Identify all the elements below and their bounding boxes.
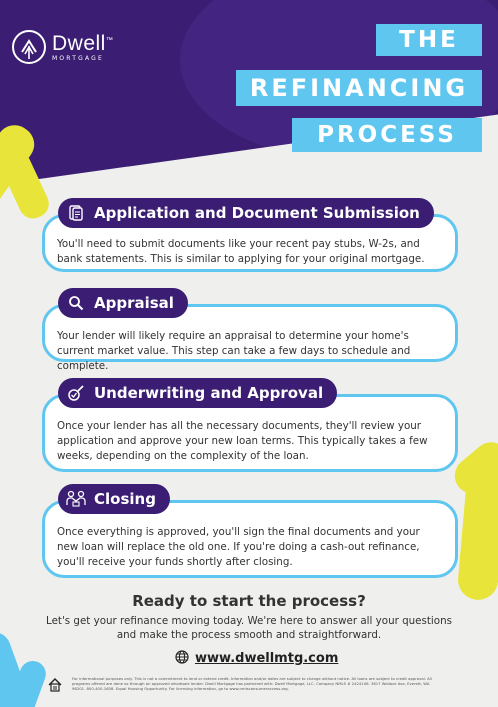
step-title: Application and Document Submission: [94, 204, 420, 222]
website-url[interactable]: www.dwellmtg.com: [195, 651, 339, 666]
step-title-pill: [58, 484, 170, 514]
website-link[interactable]: [175, 649, 338, 668]
step-title: Closing: [94, 490, 156, 508]
cta-title: Ready to start the process?: [132, 592, 366, 610]
step-underwriting: [42, 378, 458, 474]
step-title: Underwriting and Approval: [94, 384, 324, 402]
dwell-logo: [12, 30, 113, 64]
brand-subtitle: MORTGAGE: [52, 54, 104, 62]
title-line-2: REFINANCING: [236, 70, 482, 106]
cta-text: Let's get your refinance moving today. We're here to answer all your questions and make the process smooth and straightforward.: [46, 615, 452, 641]
step-application: [42, 198, 458, 274]
title-line-1: THE: [376, 24, 482, 56]
step-title-pill: [58, 198, 434, 228]
approval-icon: [64, 381, 88, 405]
globe-icon: [175, 649, 189, 668]
step-text: Once everything is approved, you'll sign the final documents and your new loan will replace the old one. If you're doing a cash-out refinance, you'll receive your funds shortly after closing.: [57, 526, 420, 568]
step-text: Your lender will likely require an appraisal to determine your home's current market value. This step can take a few days to schedule and complete.: [57, 330, 411, 372]
step-text: You'll need to submit documents like your recent pay stubs, W-2s, and bank statements. This is similar to applying for your original mortgage.: [57, 238, 425, 265]
documents-icon: [64, 201, 88, 225]
step-title: Appraisal: [94, 294, 174, 312]
step-text: Once your lender has all the necessary documents, they'll review your application and approve your new loan terms. This typically takes a few weeks, depending on the complexity of the loan.: [57, 420, 428, 462]
equal-housing-icon: [48, 677, 62, 691]
brand-trademark: ™: [105, 36, 114, 44]
step-title-pill: [58, 288, 188, 318]
legal-disclaimer: For informational purposes only. This is not a commitment to lend or extend credit. Information and/or dates are subject to change without notice. All loans are subject to credit approval. All programs offered are done so through an approved wholesale lender. Dwell Mortgage has partnered with: Dwell Mortgage, LLC. Company NMLS # 2424106. 3617 Wallace Ave, Everett, WA 98201. 800-400-1658. Equal Housing Opportunity. For licensing information, go to www.nmlsconsumeraccess.org.: [72, 676, 432, 691]
title-line-3: PROCESS: [292, 118, 482, 152]
step-closing: [42, 484, 458, 580]
step-appraisal: [42, 288, 458, 372]
handshake-icon: [64, 487, 88, 511]
brand-name: Dwell: [52, 31, 106, 55]
magnifier-icon: [64, 291, 88, 315]
step-title-pill: [58, 378, 337, 408]
house-logo-icon: [12, 30, 46, 64]
